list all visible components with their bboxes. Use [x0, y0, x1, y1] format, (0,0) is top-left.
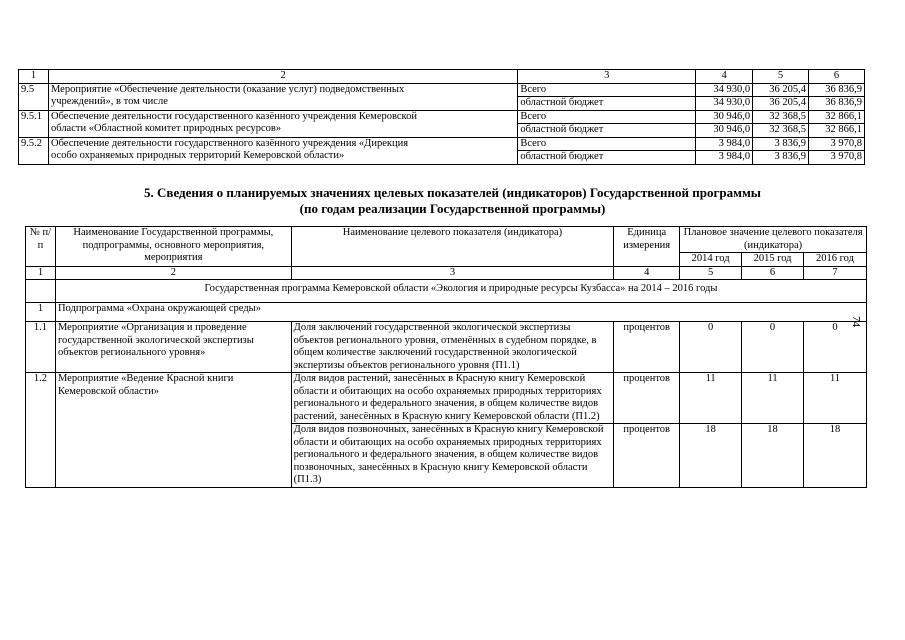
value-2016: 0 — [804, 322, 867, 373]
subprogram-title: Подпрограмма «Охрана окружающей среды» — [55, 302, 866, 322]
table-row — [26, 322, 867, 373]
table-row — [26, 373, 867, 424]
col-num-1: 1 — [19, 70, 49, 84]
source-label: Всего — [518, 110, 696, 124]
value-2014: 11 — [680, 373, 742, 424]
value-2014: 3 984,0 — [696, 151, 753, 165]
subprogram-number: 1 — [26, 302, 56, 322]
value-2016: 3 970,8 — [809, 137, 865, 151]
col-num-1: 1 — [26, 266, 56, 280]
row-number: 9.5 — [19, 83, 49, 110]
value-2016: 32 866,1 — [809, 124, 865, 138]
indicator-name: Доля видов позвоночных, занесённых в Красную книгу Кемеровской области и обитающих на особо охраняемых природных территориях регионального и федерального значения, в общем количестве видов позвоночных, занесённых в Красную книгу Кемеровской области (П1.3) — [291, 424, 614, 488]
col-num-6: 6 — [742, 266, 804, 280]
source-label: областной бюджет — [518, 124, 696, 138]
column-numbers-row — [26, 266, 867, 280]
row-number: 9.5.2 — [19, 137, 49, 164]
row-name — [48, 110, 517, 137]
indicators-table — [25, 226, 867, 488]
funding-table-header-row — [19, 70, 865, 84]
col-num-3: 3 — [518, 70, 696, 84]
indicator-name: Доля видов растений, занесённых в Красную книгу Кемеровской области и обитающих на особо охраняемых природных территориях регионального и федерального значения, в общем количестве видов растений, занесённых в Красную книгу Кемеровской области (П1.2) — [291, 373, 614, 424]
row-number: 1.2 — [26, 373, 56, 488]
page-number: 74 — [850, 316, 862, 327]
row-number: 1.1 — [26, 322, 56, 373]
unit: процентов — [614, 373, 680, 424]
section-title: 5. Сведения о планируемых значениях целевых показателей (индикаторов) Государственной программы — [144, 185, 761, 200]
value-2015: 36 205,4 — [753, 97, 809, 111]
header-number: № п/п — [26, 227, 56, 267]
table-row — [19, 110, 865, 124]
col-num-6: 6 — [809, 70, 865, 84]
row-number: 9.5.1 — [19, 110, 49, 137]
value-2015: 32 368,5 — [753, 124, 809, 138]
col-num-7: 7 — [804, 266, 867, 280]
row-name-line: Мероприятие «Обеспечение деятельности (оказание услуг) подведомственных — [50, 83, 405, 95]
source-label: Всего — [518, 137, 696, 151]
value-2015: 0 — [742, 322, 804, 373]
measure-name: Мероприятие «Организация и проведение государственной экологической экспертизы объектов регионального уровня» — [55, 322, 291, 373]
value-2016: 18 — [804, 424, 867, 488]
value-2015: 32 368,5 — [753, 110, 809, 124]
col-num-4: 4 — [696, 70, 753, 84]
header-year-2015: 2015 год — [742, 253, 804, 267]
value-2014: 30 946,0 — [696, 110, 753, 124]
header-year-2016: 2016 год — [804, 253, 867, 267]
col-num-5: 5 — [753, 70, 809, 84]
row-name-line: Обеспечение деятельности государственного казённого учреждения Кемеровской — [50, 110, 417, 122]
header-year-2014: 2014 год — [680, 253, 742, 267]
source-label: Всего — [518, 83, 696, 97]
row-name-line: учреждений», в том числе — [50, 96, 168, 107]
col-num-2: 2 — [55, 266, 291, 280]
row-name-line: особо охраняемых природных территорий Кемеровской области» — [50, 150, 345, 161]
unit: процентов — [614, 322, 680, 373]
unit: процентов — [614, 424, 680, 488]
value-2014: 3 984,0 — [696, 137, 753, 151]
value-2016: 36 836,9 — [809, 97, 865, 111]
value-2014: 34 930,0 — [696, 83, 753, 97]
table-row — [19, 83, 865, 97]
measure-name: Мероприятие «Ведение Красной книги Кемеровской области» — [55, 373, 291, 488]
indicator-name: Доля заключений государственной экологической экспертизы объектов регионального уровня, отменённых в судебном порядке, в общем количестве заключений государственной экологической экспертизы объектов регионального уровня (П1.1) — [291, 322, 614, 373]
col-num-2: 2 — [48, 70, 517, 84]
col-num-3: 3 — [291, 266, 614, 280]
source-label: областной бюджет — [518, 97, 696, 111]
section-subtitle: (по годам реализации Государственной программы) — [299, 201, 606, 216]
row-name — [48, 137, 517, 164]
value-2015: 11 — [742, 373, 804, 424]
value-2016: 11 — [804, 373, 867, 424]
value-2014: 30 946,0 — [696, 124, 753, 138]
value-2016: 3 970,8 — [809, 151, 865, 165]
row-name-line: Обеспечение деятельности государственного казённого учреждения «Дирекция — [50, 137, 409, 149]
funding-table — [18, 69, 865, 165]
value-2015: 3 836,9 — [753, 151, 809, 165]
col-num-4: 4 — [614, 266, 680, 280]
subprogram-row — [26, 302, 867, 322]
row-name-line: области «Областной комитет природных ресурсов» — [50, 123, 282, 134]
value-2014: 18 — [680, 424, 742, 488]
header-plan-value: Плановое значение целевого показателя (индикатора) — [680, 227, 867, 253]
source-label: областной бюджет — [518, 151, 696, 165]
table-row — [19, 137, 865, 151]
program-title: Государственная программа Кемеровской области «Экология и природные ресурсы Кузбасса» на 2014 – 2016 годы — [55, 280, 866, 303]
header-unit: Единица измерения — [614, 227, 680, 267]
value-2014: 0 — [680, 322, 742, 373]
value-2015: 36 205,4 — [753, 83, 809, 97]
header-indicator: Наименование целевого показателя (индикатора) — [291, 227, 614, 267]
row-name — [48, 83, 517, 110]
program-number-cell — [26, 280, 56, 303]
value-2016: 36 836,9 — [809, 83, 865, 97]
header-name: Наименование Государственной программы, подпрограммы, основного мероприятия, мероприятия — [55, 227, 291, 267]
value-2015: 18 — [742, 424, 804, 488]
value-2016: 32 866,1 — [809, 110, 865, 124]
value-2015: 3 836,9 — [753, 137, 809, 151]
value-2014: 34 930,0 — [696, 97, 753, 111]
program-row — [26, 280, 867, 303]
col-num-5: 5 — [680, 266, 742, 280]
header-row — [26, 227, 867, 253]
